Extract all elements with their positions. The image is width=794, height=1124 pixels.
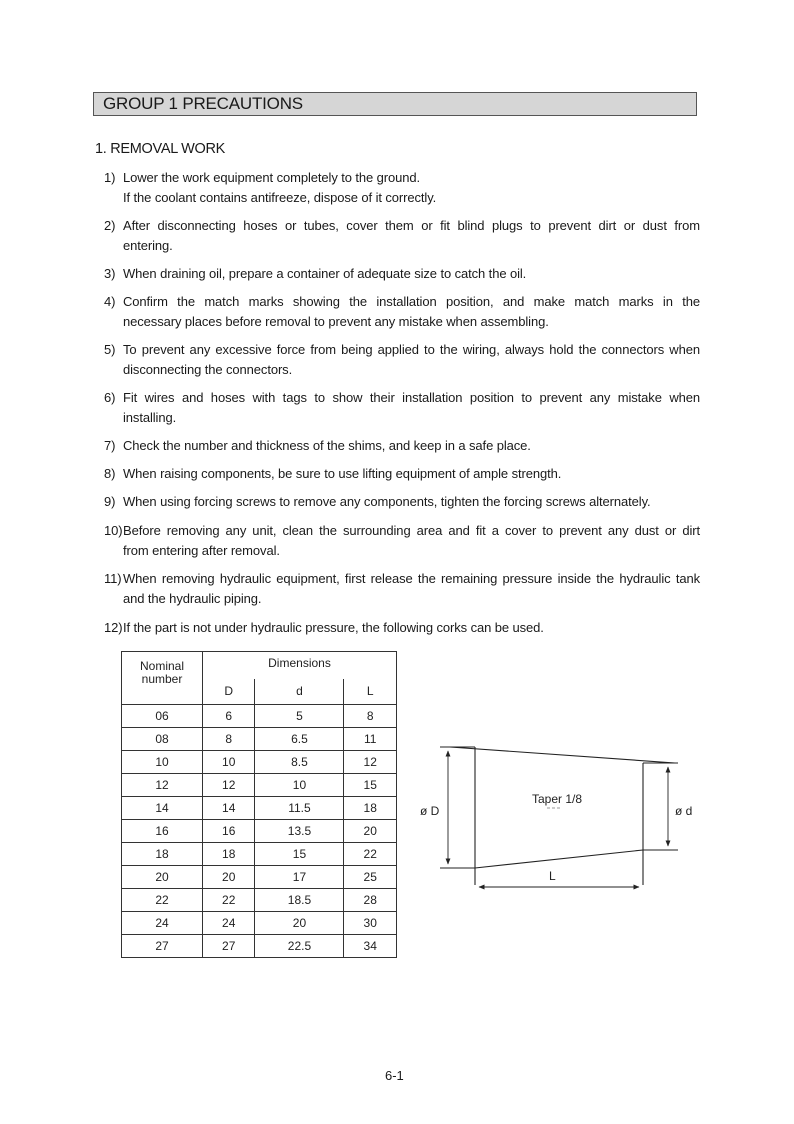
item-number: 1): [104, 170, 116, 185]
item-text-line: When removing hydraulic equipment, first release the remaining pressure inside the hydraulic tank: [123, 571, 700, 586]
column-header-D: D: [203, 679, 255, 705]
table-cell: 06: [122, 705, 203, 728]
table-cell: 18.5: [255, 889, 344, 912]
table-cell: 16: [203, 820, 255, 843]
table-row: [122, 866, 397, 889]
item-text-line: To prevent any excessive force from being applied to the wiring, always hold the connectors when: [123, 342, 700, 357]
small-diameter-label: ø d: [675, 804, 693, 818]
table-row: [122, 705, 397, 728]
item-text-line: installing.: [123, 410, 177, 425]
table-row: [122, 843, 397, 866]
table-cell: 18: [203, 843, 255, 866]
dimensions-header: Dimensions: [203, 652, 397, 679]
item-number: 11): [104, 571, 122, 586]
big-diameter-label: ø D: [420, 804, 440, 818]
item-number: 5): [104, 342, 116, 357]
table-row: [122, 751, 397, 774]
table-cell: 18: [344, 797, 397, 820]
table-row: [122, 820, 397, 843]
table-row: [122, 774, 397, 797]
item-text: [123, 569, 700, 609]
item-text-line: If the part is not under hydraulic pressure, the following corks can be used.: [123, 620, 544, 635]
item-text-line: disconnecting the connectors.: [123, 362, 293, 377]
table-cell: 22: [203, 889, 255, 912]
section-title: 1. REMOVAL WORK: [95, 141, 226, 157]
item-number: 10): [104, 523, 123, 538]
nominal-number-header: Nominal number: [122, 652, 203, 705]
table-row: [122, 935, 397, 958]
table-cell: 10: [203, 751, 255, 774]
item-text: [123, 464, 700, 484]
item-text-line: Confirm the match marks showing the installation position, and make match marks in the: [123, 294, 700, 309]
table-cell: 6.5: [255, 728, 344, 751]
table-row: [122, 797, 397, 820]
item-text: [123, 264, 700, 284]
table-cell: 10: [122, 751, 203, 774]
table-cell: 8.5: [255, 751, 344, 774]
item-text-line: If the coolant contains antifreeze, dispose of it correctly.: [123, 190, 437, 205]
item-text-line: necessary places before removal to prevent any mistake when assembling.: [123, 314, 549, 329]
item-number: 4): [104, 294, 116, 309]
item-text: [123, 216, 700, 256]
table-cell: 22: [344, 843, 397, 866]
item-number: 6): [104, 390, 116, 405]
item-number: 9): [104, 494, 116, 509]
table-cell: 15: [344, 774, 397, 797]
item-text-line: from entering after removal.: [123, 543, 280, 558]
table-cell: 12: [344, 751, 397, 774]
item-text: [123, 618, 700, 638]
table-cell: 28: [344, 889, 397, 912]
table-cell: 14: [203, 797, 255, 820]
item-text-line: Before removing any unit, clean the surrounding area and fit a cover to prevent any dust or dirt: [123, 523, 700, 538]
table-row: [122, 728, 397, 751]
table-cell: 8: [203, 728, 255, 751]
table-cell: 24: [122, 912, 203, 935]
table-cell: 11.5: [255, 797, 344, 820]
item-number: 7): [104, 438, 116, 453]
taper-label: Taper 1/8: [532, 792, 583, 806]
table-row: [122, 889, 397, 912]
column-header-L: L: [344, 679, 397, 705]
table-cell: 14: [122, 797, 203, 820]
table-cell: 20: [203, 866, 255, 889]
page-number: 6-1: [385, 1068, 404, 1083]
table-cell: 24: [203, 912, 255, 935]
table-cell: 15: [255, 843, 344, 866]
table-cell: 18: [122, 843, 203, 866]
cork-outline: [450, 747, 675, 885]
length-label: L: [549, 869, 556, 883]
table-cell: 11: [344, 728, 397, 751]
table-cell: 5: [255, 705, 344, 728]
table-cell: 25: [344, 866, 397, 889]
table-cell: 22.5: [255, 935, 344, 958]
table-cell: 6: [203, 705, 255, 728]
item-text-line: After disconnecting hoses or tubes, cover them or fit blind plugs to prevent dirt or dust from: [123, 218, 700, 233]
item-text-line: Check the number and thickness of the shims, and keep in a safe place.: [123, 438, 531, 453]
table-body: [122, 705, 397, 958]
table-cell: 30: [344, 912, 397, 935]
cork-dimensions-table: [121, 651, 397, 958]
table-cell: 16: [122, 820, 203, 843]
item-text-line: When draining oil, prepare a container of adequate size to catch the oil.: [123, 266, 527, 281]
item-text: [123, 340, 700, 380]
table-cell: 20: [344, 820, 397, 843]
table-cell: 27: [122, 935, 203, 958]
table-cell: 34: [344, 935, 397, 958]
table-cell: 12: [122, 774, 203, 797]
table-cell: 20: [122, 866, 203, 889]
table-row: [122, 912, 397, 935]
item-text: [123, 492, 700, 512]
column-header-d: d: [255, 679, 344, 705]
cork-taper-diagram: [410, 735, 710, 895]
item-text-line: When using forcing screws to remove any components, tighten the forcing screws alternately.: [123, 494, 651, 509]
table-cell: 12: [203, 774, 255, 797]
table-cell: 22: [122, 889, 203, 912]
table-cell: 13.5: [255, 820, 344, 843]
item-text: [123, 388, 700, 428]
item-number: 2): [104, 218, 116, 233]
item-number: 3): [104, 266, 116, 281]
table-cell: 08: [122, 728, 203, 751]
item-text: [123, 168, 700, 208]
item-number: 8): [104, 466, 116, 481]
item-text-line: entering.: [123, 238, 173, 253]
item-text: [123, 292, 700, 332]
item-text-line: Fit wires and hoses with tags to show their installation position to prevent any mistake when: [123, 390, 700, 405]
item-text: [123, 436, 700, 456]
item-text: [123, 521, 700, 561]
table-cell: 27: [203, 935, 255, 958]
item-text-line: Lower the work equipment completely to the ground.: [123, 170, 421, 185]
item-text-line: and the hydraulic piping.: [123, 591, 262, 606]
group-title: GROUP 1 PRECAUTIONS: [93, 92, 697, 116]
item-number: 12): [104, 620, 123, 635]
table-cell: 20: [255, 912, 344, 935]
table-cell: 17: [255, 866, 344, 889]
table-cell: 8: [344, 705, 397, 728]
table-cell: 10: [255, 774, 344, 797]
item-text-line: When raising components, be sure to use lifting equipment of ample strength.: [123, 466, 562, 481]
